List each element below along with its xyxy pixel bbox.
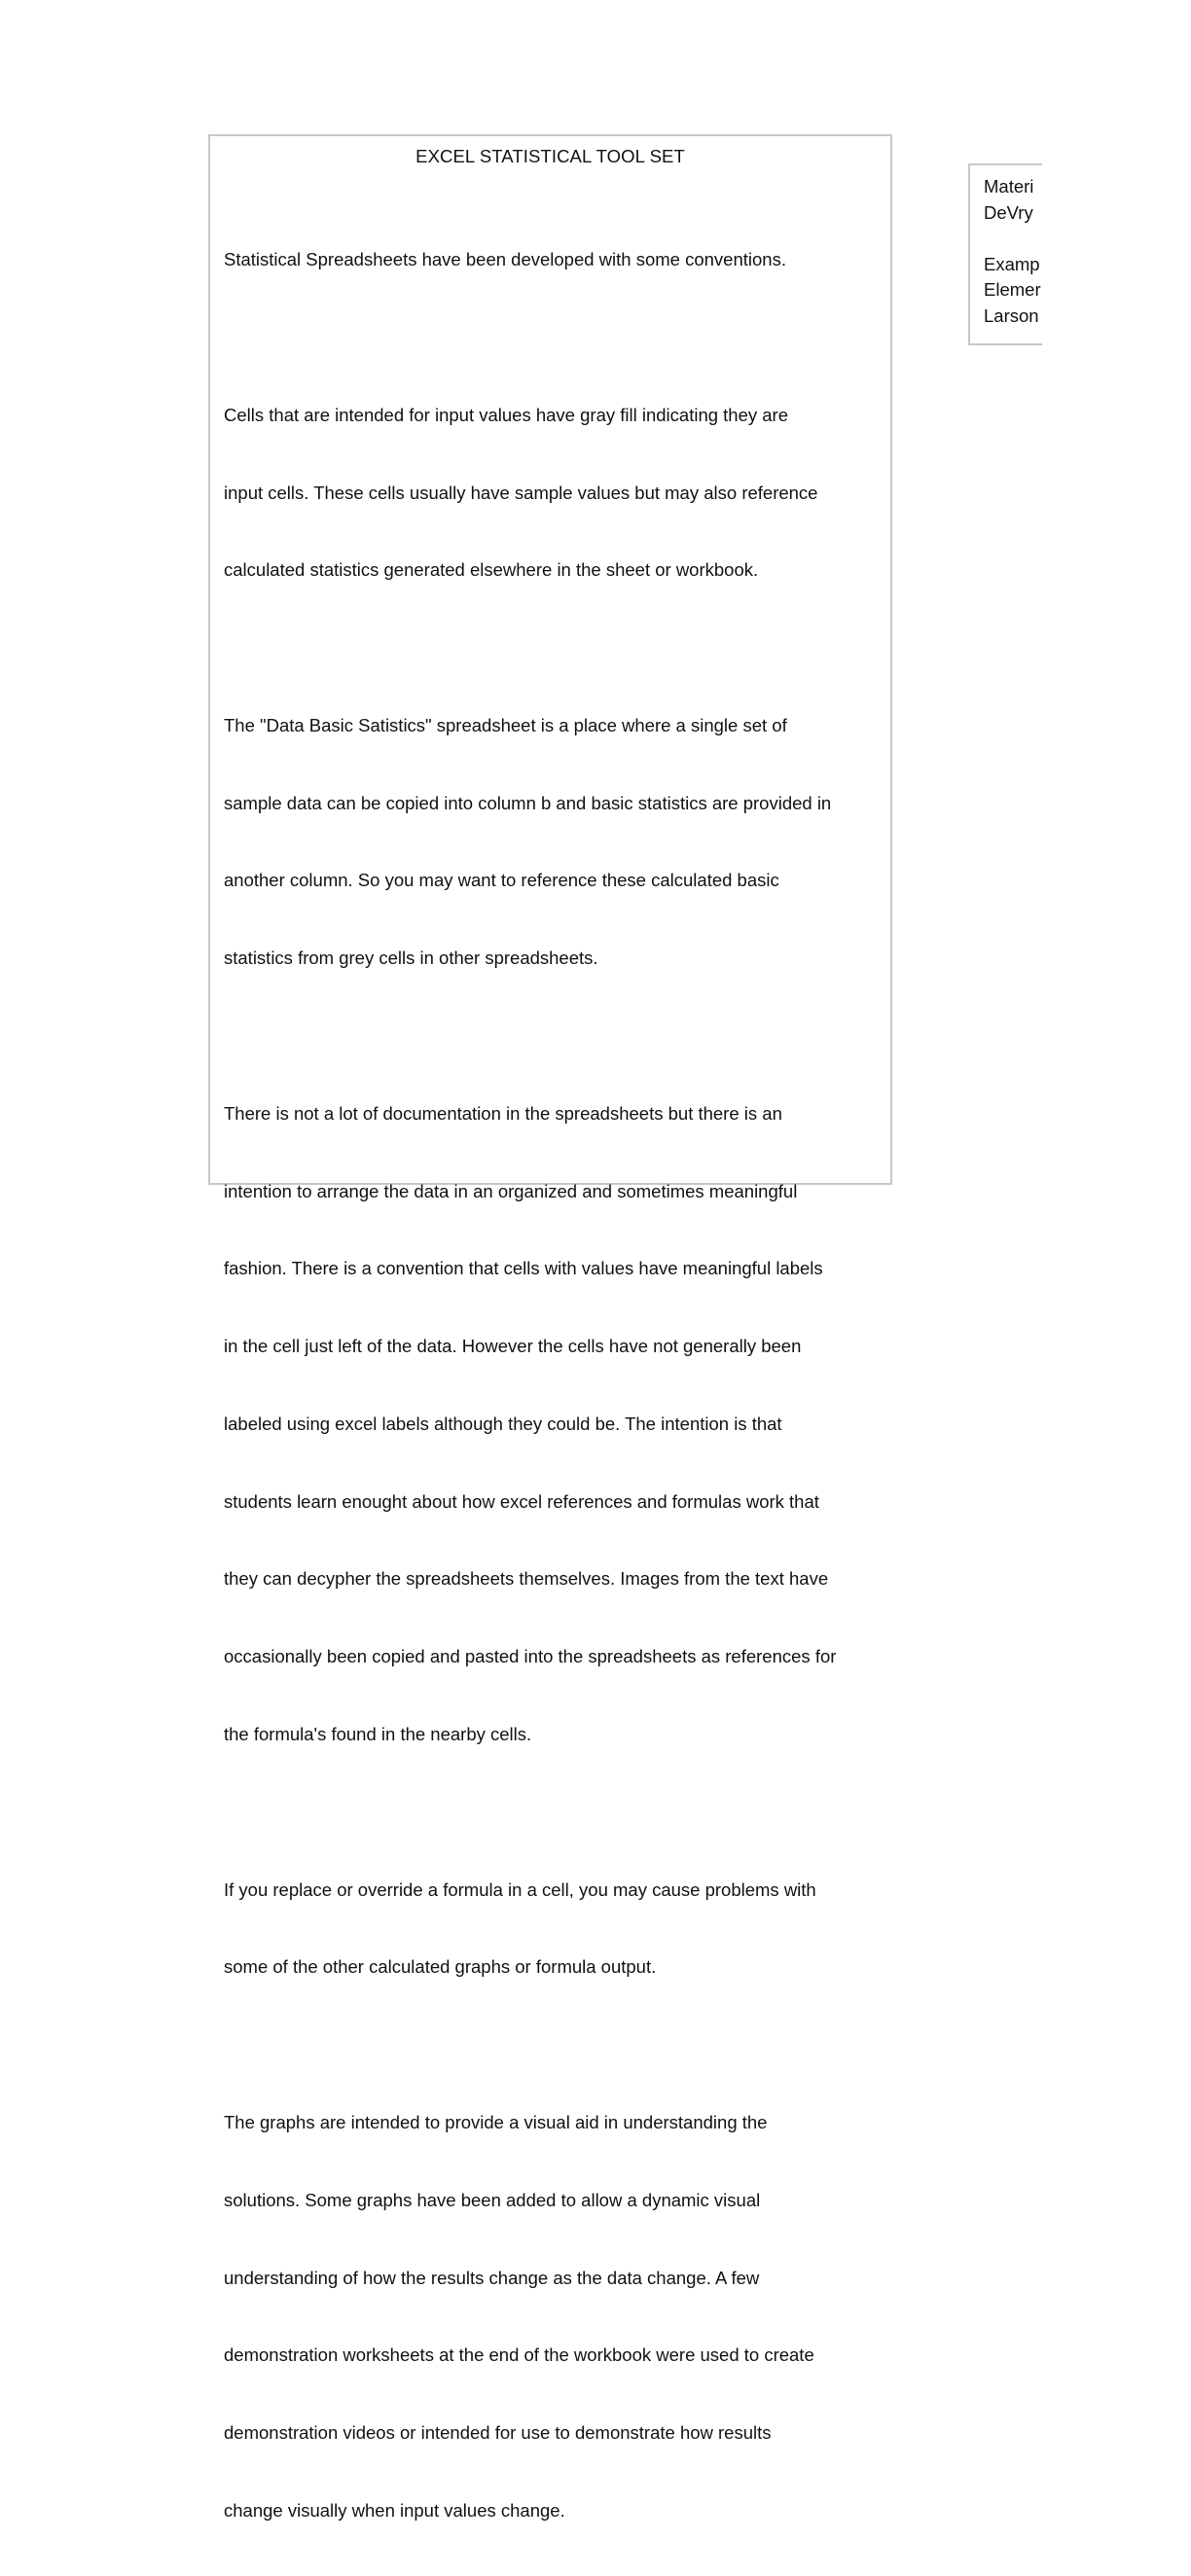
paragraph-graphs [224,2058,877,2576]
side-note-line: DeVry [984,201,1033,223]
paragraph-override-warning [224,1825,877,2032]
text-line: sample data can be copied into column b and basic statistics are provided in [224,792,832,813]
text-line: demonstration worksheets at the end of the workbook were used to create [224,2344,814,2366]
side-note-line: Larson [984,304,1039,326]
paragraph-data-basic-statistics [224,662,877,1023]
text-line: they can decypher the spreadsheets themselves. Images from the text have [224,1568,829,1590]
paragraph-documentation [224,1050,877,1800]
text-line: students learn enought about how excel references and formulas work that [224,1490,819,1512]
text-line: Statistical Spreadsheets have been developed with some conventions. [224,249,786,270]
side-note-line: Elemer [984,279,1041,301]
paragraph-input-cells [224,351,877,636]
side-note-box [968,163,1042,345]
text-line: Cells that are intended for input values have gray fill indicating they are [224,404,789,425]
text-line: labeled using excel labels although they could be. The intention is that [224,1413,782,1434]
text-line: There is not a lot of documentation in the spreadsheets but there is an [224,1102,782,1124]
paragraph-conventions [224,196,877,325]
text-line: change visually when input values change. [224,2499,565,2521]
text-line: input cells. These cells usually have sample values but may also reference [224,482,818,503]
text-line: understanding of how the results change as the data change. A few [224,2267,760,2288]
main-text-box [208,134,892,2521]
text-line: calculated statistics generated elsewhere in the sheet or workbook. [224,559,759,581]
text-line: another column. So you may want to reference these calculated basic [224,870,779,891]
side-note-line: Examp [984,253,1040,274]
text-line: The "Data Basic Satistics" spreadsheet is a place where a single set of [224,714,787,735]
text-line: fashion. There is a convention that cells with values have meaningful labels [224,1258,823,1279]
document-title: EXCEL STATISTICAL TOOL SET [415,146,685,166]
text-line: solutions. Some graphs have been added to allow a dynamic visual [224,2189,761,2210]
text-line: If you replace or override a formula in a cell, you may cause problems with [224,1878,816,1900]
side-note-spacer [984,226,1042,252]
text-line: demonstration videos or intended for use to demonstrate how results [224,2422,772,2444]
text-line: intention to arrange the data in an organized and sometimes meaningful [224,1180,798,1201]
text-line: statistics from grey cells in other spreadsheets. [224,948,598,969]
text-line: occasionally been copied and pasted into the spreadsheets as references for [224,1646,837,1667]
text-line: the formula's found in the nearby cells. [224,1724,532,1745]
text-line: some of the other calculated graphs or formula output. [224,1956,657,1978]
side-note-line: Materi [984,176,1034,197]
text-line: in the cell just left of the data. However the cells have not generally been [224,1336,802,1357]
text-line: The graphs are intended to provide a visual aid in understanding the [224,2111,768,2132]
